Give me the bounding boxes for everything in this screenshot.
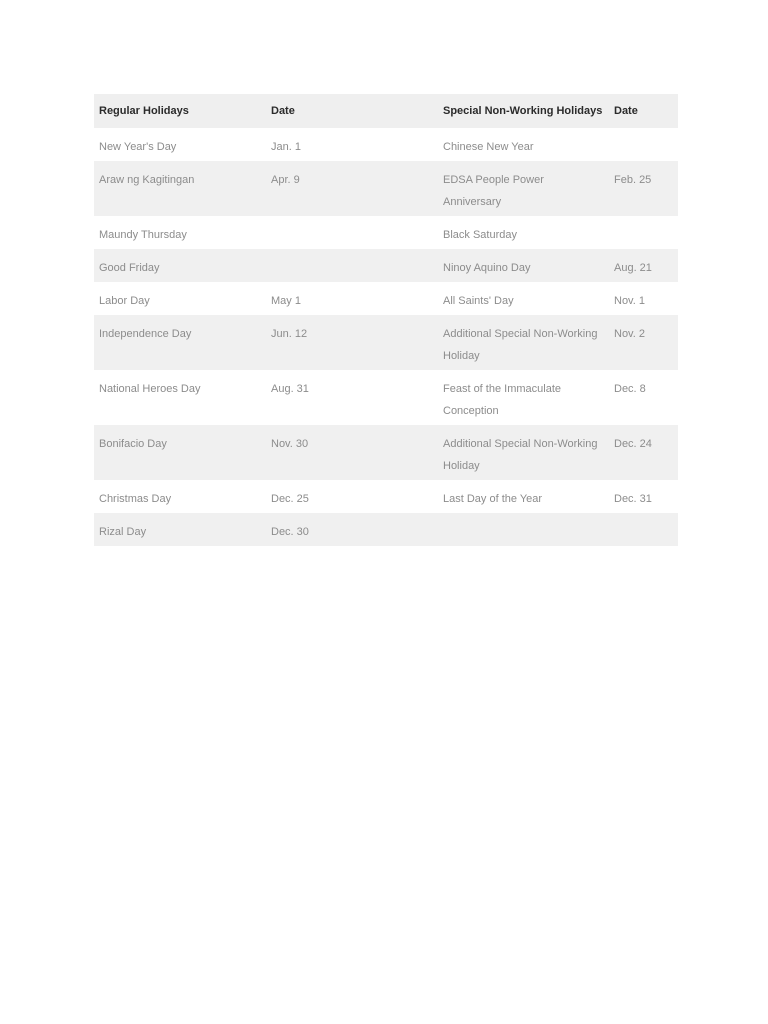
regular-holiday-cell: Good Friday — [94, 249, 266, 282]
table-row — [94, 480, 678, 513]
regular-holiday-cell: National Heroes Day — [94, 370, 266, 425]
special-holiday-cell: Chinese New Year — [438, 128, 609, 161]
table-row — [94, 128, 678, 161]
special-holiday-cell: Ninoy Aquino Day — [438, 249, 609, 282]
regular-date-cell — [266, 249, 438, 282]
regular-holiday-cell: Bonifacio Day — [94, 425, 266, 480]
regular-date-cell: Jun. 12 — [266, 315, 438, 370]
regular-date-cell: Nov. 30 — [266, 425, 438, 480]
regular-holiday-cell: Independence Day — [94, 315, 266, 370]
special-holiday-cell: All Saints' Day — [438, 282, 609, 315]
holidays-table — [94, 94, 678, 546]
special-holiday-cell: Additional Special Non-Working Holiday — [438, 425, 609, 480]
table-row — [94, 425, 678, 480]
special-holiday-cell: EDSA People Power Anniversary — [438, 161, 609, 216]
special-date-cell: Nov. 2 — [609, 315, 678, 370]
header-regular-date: Date — [266, 94, 438, 128]
table-row — [94, 282, 678, 315]
regular-holiday-cell: Araw ng Kagitingan — [94, 161, 266, 216]
special-holiday-cell: Feast of the Immaculate Conception — [438, 370, 609, 425]
regular-holiday-cell: Maundy Thursday — [94, 216, 266, 249]
special-holiday-cell — [438, 513, 609, 546]
regular-holiday-cell: Christmas Day — [94, 480, 266, 513]
regular-date-cell: Dec. 30 — [266, 513, 438, 546]
special-date-cell — [609, 216, 678, 249]
regular-holiday-cell: Labor Day — [94, 282, 266, 315]
special-date-cell: Nov. 1 — [609, 282, 678, 315]
regular-holiday-cell: New Year's Day — [94, 128, 266, 161]
table-row — [94, 216, 678, 249]
regular-date-cell: Apr. 9 — [266, 161, 438, 216]
holidays-table-container — [94, 94, 678, 546]
regular-date-cell: Jan. 1 — [266, 128, 438, 161]
regular-date-cell — [266, 216, 438, 249]
special-holiday-cell: Additional Special Non-Working Holiday — [438, 315, 609, 370]
table-row — [94, 370, 678, 425]
table-row — [94, 161, 678, 216]
special-date-cell — [609, 128, 678, 161]
header-regular-holidays: Regular Holidays — [94, 94, 266, 128]
table-header-row — [94, 94, 678, 128]
table-row — [94, 249, 678, 282]
special-date-cell: Feb. 25 — [609, 161, 678, 216]
header-special-holidays: Special Non-Working Holidays — [438, 94, 609, 128]
special-holiday-cell: Black Saturday — [438, 216, 609, 249]
special-date-cell: Dec. 8 — [609, 370, 678, 425]
regular-date-cell: Aug. 31 — [266, 370, 438, 425]
regular-date-cell: Dec. 25 — [266, 480, 438, 513]
special-date-cell: Dec. 24 — [609, 425, 678, 480]
special-date-cell: Dec. 31 — [609, 480, 678, 513]
table-row — [94, 513, 678, 546]
header-special-date: Date — [609, 94, 678, 128]
table-row — [94, 315, 678, 370]
special-date-cell: Aug. 21 — [609, 249, 678, 282]
special-holiday-cell: Last Day of the Year — [438, 480, 609, 513]
regular-date-cell: May 1 — [266, 282, 438, 315]
special-date-cell — [609, 513, 678, 546]
regular-holiday-cell: Rizal Day — [94, 513, 266, 546]
